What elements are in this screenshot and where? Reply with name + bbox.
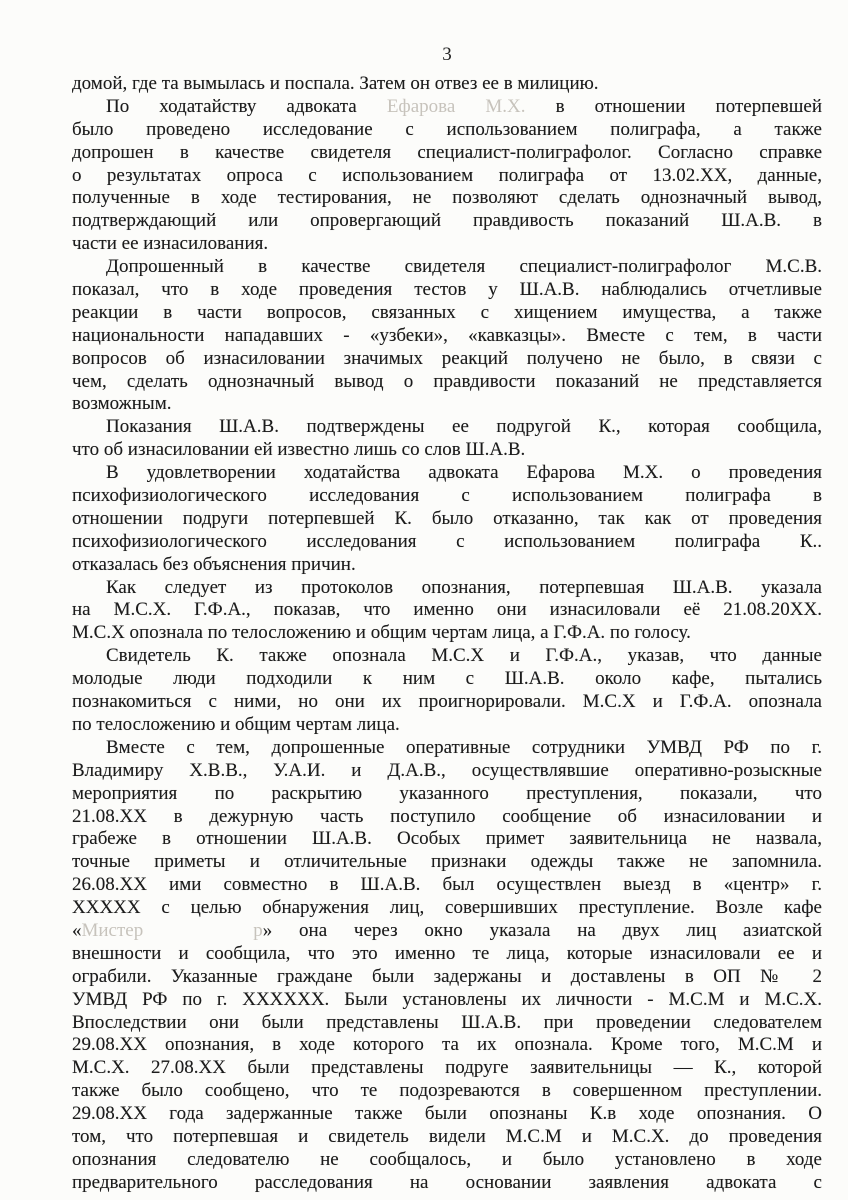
text-line <box>72 233 822 256</box>
text-line <box>72 187 822 210</box>
text-line <box>72 508 822 531</box>
text-run: ХХХХХ с целью обнаружения лиц, совершивших преступление. Возле кафе <box>72 897 822 919</box>
text-run: том, что потерпевшая и свидетель видели М.С.М и М.С.Х. до проведения <box>72 1125 822 1147</box>
paragraph <box>72 416 822 462</box>
text-run: полученные в ходе тестирования, не позволяют сделать однозначный вывод, <box>72 187 822 209</box>
text-run: национальности нападавших - «узбеки», «кавказцы». Вместе с тем, в части <box>72 324 822 346</box>
text-run: опознания следователю не сообщалось, и было установлено в ходе <box>72 1148 822 1170</box>
text-run: реакции в части вопросов, связанных с хищением имущества, а также <box>72 301 822 323</box>
text-run: Вместе с тем, допрошенные оперативные сотрудники УМВД РФ по г. <box>106 736 822 758</box>
text-line <box>72 119 822 142</box>
text-line <box>72 599 822 622</box>
text-line <box>72 920 822 943</box>
text-run: было проведено исследование с использованием полиграфа, а также <box>72 118 822 140</box>
text-line <box>72 1057 822 1080</box>
text-run: УМВД РФ по г. ХХХХХХ. Были установлены их личности - М.С.М и М.С.Х. <box>72 988 822 1010</box>
text-line <box>72 210 822 233</box>
text-run: психофизиологического исследования с использованием полиграфа в <box>72 485 822 507</box>
faded-redacted-text: Ефарова М.Х. <box>386 95 526 117</box>
text-run: отношении подруги потерпевшей К. было отказанно, так как от проведения <box>72 507 822 529</box>
text-line <box>72 1012 822 1035</box>
text-run: допрошен в качестве свидетеля специалист-полиграфолог. Согласно справке <box>72 141 822 163</box>
text-run: в отношении потерпевшей <box>525 95 822 117</box>
text-line <box>72 1126 822 1149</box>
text-run: внешности и сообщила, что это именно те лица, которые изнасиловали ее и <box>72 942 822 964</box>
text-line <box>72 325 822 348</box>
faded-redacted-text: Мистер <box>81 919 144 941</box>
text-run: 29.08.ХХ года задержанные также были опознаны К.в ходе опознания. О <box>72 1103 822 1125</box>
text-run: 26.08.ХХ ими совместно в Ш.А.В. был осуществлен выезд в «центр» г. <box>72 874 822 896</box>
text-line <box>72 73 822 96</box>
text-line <box>72 279 822 302</box>
text-run: также было сообщено, что те подозреваются в совершенном преступлении. <box>72 1080 822 1102</box>
text-line <box>72 645 822 668</box>
text-run: Впоследствии они были представлены Ш.А.В. при проведении следователем <box>72 1011 822 1033</box>
text-run: чем, сделать однозначный вывод о правдивости показаний не представляется <box>72 370 822 392</box>
text-run: » она через окно указала на двух лиц азиатской <box>262 919 822 941</box>
text-run: « <box>72 919 82 941</box>
text-line <box>72 760 822 783</box>
text-line <box>72 256 822 279</box>
text-line <box>72 439 822 462</box>
text-line <box>72 302 822 325</box>
redaction-gap <box>143 935 253 936</box>
text-run: по телосложению и общим чертам лица. <box>72 713 400 735</box>
text-run: на М.С.Х. Г.Ф.А., показав, что именно они изнасиловали её 21.08.20ХХ. <box>72 599 822 621</box>
page-number: 3 <box>442 44 452 65</box>
text-line <box>72 1149 822 1172</box>
text-run: 29.08.ХХ опознания, в ходе которого та их опознала. Кроме того, М.С.М и <box>72 1034 822 1056</box>
text-body <box>72 73 822 1195</box>
text-run: Показания Ш.А.В. подтверждены ее подругой К., которая сообщила, <box>106 416 822 438</box>
text-line <box>72 393 822 416</box>
text-run: Владимиру Х.В.В., У.А.И. и Д.А.В., осуществлявшие оперативно-розыскные <box>72 759 822 781</box>
text-line <box>72 1172 822 1195</box>
text-line <box>72 622 822 645</box>
text-run: психофизиологического исследования с использованием полиграфа К.. <box>72 530 822 552</box>
text-run: мероприятия по раскрытию указанного преступления, показали, что <box>72 782 822 804</box>
text-run: По ходатайству адвоката <box>106 95 387 117</box>
text-line <box>72 416 822 439</box>
paragraph <box>72 96 822 256</box>
text-run: что об изнасиловании ей известно лишь со слов Ш.А.В. <box>72 439 526 461</box>
text-line <box>72 1034 822 1057</box>
text-line <box>72 554 822 577</box>
text-line <box>72 142 822 165</box>
text-run: В удовлетворении ходатайства адвоката Ефарова М.Х. о проведения <box>106 462 822 484</box>
text-line <box>72 668 822 691</box>
text-line <box>72 897 822 920</box>
text-line <box>72 348 822 371</box>
text-line <box>72 874 822 897</box>
text-line <box>72 577 822 600</box>
text-line <box>72 806 822 829</box>
text-run: молодые люди подходили к ним с Ш.А.В. около кафе, пытались <box>72 668 822 690</box>
text-line <box>72 714 822 737</box>
text-run: о результатах опроса с использованием полиграфа от 13.02.ХХ, данные, <box>72 164 822 186</box>
text-run: М.С.Х опознала по телосложению и общим чертам лица, а Г.Ф.А. по голосу. <box>72 622 691 644</box>
text-line <box>72 1080 822 1103</box>
text-line <box>72 96 822 119</box>
text-run: 21.08.ХХ в дежурную часть поступило сообщение об изнасиловании и <box>72 805 822 827</box>
text-line <box>72 371 822 394</box>
text-run: Как следует из протоколов опознания, потерпевшая Ш.А.В. указала <box>106 576 822 598</box>
text-line <box>72 531 822 554</box>
text-run: отказалась без объяснения причин. <box>72 553 356 575</box>
text-run: грабеже в отношении Ш.А.В. Особых примет заявительница не назвала, <box>72 828 822 850</box>
text-run: предварительного расследования на основании заявления адвоката с <box>72 1171 822 1193</box>
text-run: Свидетель К. также опознала М.С.Х и Г.Ф.А., указав, что данные <box>106 645 822 667</box>
text-line <box>72 989 822 1012</box>
faded-redacted-text: р <box>253 919 263 941</box>
paragraph <box>72 256 822 416</box>
text-run: познакомиться с ними, но они их проигнорировали. М.С.Х и Г.Ф.А. опознала <box>72 691 822 713</box>
text-run: части ее изнасилования. <box>72 233 269 255</box>
text-run: показал, что в ходе проведения тестов у Ш.А.В. наблюдались отчетливые <box>72 279 822 301</box>
text-run: Допрошенный в качестве свидетеля специалист-полиграфолог М.С.В. <box>106 256 822 278</box>
text-line <box>72 462 822 485</box>
text-run: ограбили. Указанные граждане были задержаны и доставлены в ОП № 2 <box>72 965 822 987</box>
text-line <box>72 828 822 851</box>
text-line <box>72 943 822 966</box>
paragraph <box>72 73 822 96</box>
text-run: возможным. <box>72 393 172 415</box>
paragraph <box>72 577 822 646</box>
text-run: подтверждающий или опровергающий правдивость показаний Ш.А.В. в <box>72 210 822 232</box>
text-line <box>72 485 822 508</box>
text-line <box>72 165 822 188</box>
text-run: М.С.Х. 27.08.ХХ были представлены подруге заявительницы — К., которой <box>72 1057 822 1079</box>
text-run: вопросов об изнасиловании значимых реакций получено не было, в связи с <box>72 347 822 369</box>
paragraph <box>72 645 822 737</box>
text-line <box>72 851 822 874</box>
paragraph <box>72 737 822 1195</box>
text-line <box>72 783 822 806</box>
text-line <box>72 1103 822 1126</box>
text-line <box>72 737 822 760</box>
text-run: точные приметы и отличительные признаки одежды также не запомнила. <box>72 851 822 873</box>
text-line <box>72 691 822 714</box>
text-line <box>72 966 822 989</box>
paragraph <box>72 462 822 576</box>
text-run: домой, где та вымылась и поспала. Затем он отвез ее в милицию. <box>72 73 599 94</box>
